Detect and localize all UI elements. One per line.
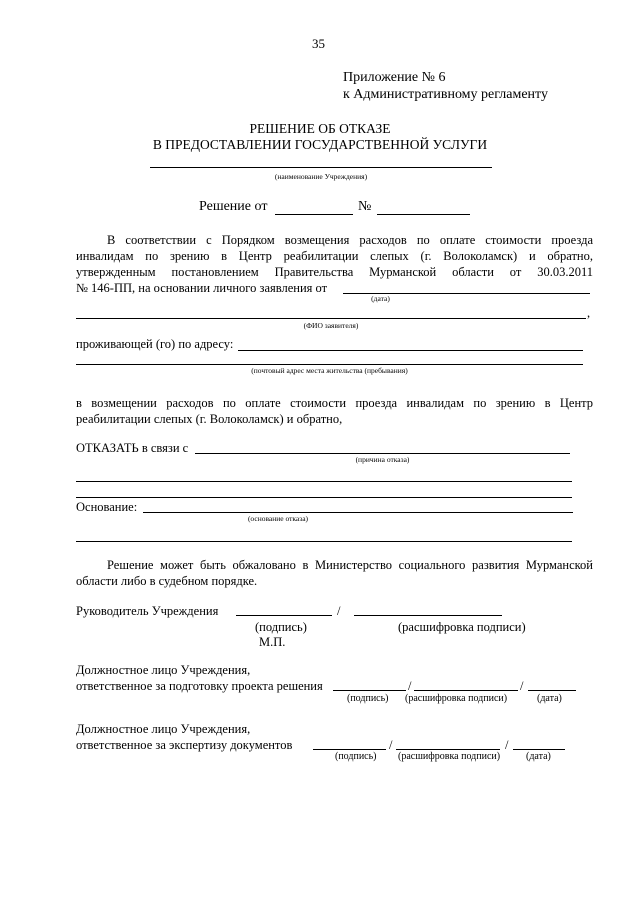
decision-number-line [377,214,470,215]
official1-transcript-line [414,690,518,691]
official2-slash-1: / [389,738,393,752]
application-date-hint: (дата) [371,294,390,303]
basis-hint: (основание отказа) [247,514,309,523]
official2-signature-hint: (подпись) [335,751,377,762]
institution-hint: (наименование Учреждения) [274,172,368,181]
official1-slash-2: / [520,679,524,693]
head-transcript-hint: (расшифровка подписи) [398,620,526,634]
title-line-2: В ПРЕДОСТАВЛЕНИИ ГОСУДАРСТВЕННОЙ УСЛУГИ [152,137,488,152]
official1-signature-hint: (подпись) [347,693,389,704]
official1-transcript-hint: (расшифровка подписи) [405,693,508,704]
official2-slash-2: / [505,738,509,752]
official2-line-1: Должностное лицо Учреждения, [76,722,251,736]
decision-date-line [275,214,353,215]
official1-slash-1: / [408,679,412,693]
basis-line-1 [143,512,573,513]
official1-date-line [528,690,576,691]
reason-line-2 [76,481,572,482]
appeal-line-1: Решение может быть обжаловано в Министерство социального развития Мурманской [107,558,593,572]
official2-date-hint: (дата) [526,751,551,762]
body-p1-line-2: инвалидам по зрению в Центр реабилитации слепых (г. Волоколамск) и обратно, [76,249,593,263]
address-line-1 [238,350,583,351]
body-p1-line-3: утвержденным постановлением Правительства Мурманской области от 30.03.2011 [76,265,593,279]
basis-line-2 [76,541,572,542]
title-line-1: РЕШЕНИЕ ОБ ОТКАЗЕ [249,121,391,136]
head-signature-hint: (подпись) [255,620,307,634]
official2-transcript-hint: (расшифровка подписи) [398,751,501,762]
institution-line [150,167,492,168]
official2-transcript-line [396,749,500,750]
refuse-label: ОТКАЗАТЬ в связи с [76,441,189,455]
head-label: Руководитель Учреждения [76,604,219,618]
official2-line-2: ответственное за экспертизу документов [76,738,293,752]
official1-signature-line [333,690,406,691]
address-hint: (почтовый адрес места жительства (пребывания) [251,366,408,375]
fio-hint: (ФИО заявителя) [303,321,359,330]
body-p2-line-1: в возмещении расходов по оплате стоимости проезда инвалидам по зрению в Центр [76,396,593,410]
appendix-line-2: к Административному регламенту [343,87,548,102]
decision-number-label: № [358,199,372,214]
reason-line-1 [195,453,570,454]
head-slash: / [337,604,341,618]
reason-line-3 [76,497,572,498]
official1-line-2: ответственное за подготовку проекта решения [76,679,323,693]
reason-hint: (причина отказа) [355,455,410,464]
body-p1-line-4: № 146-ПП, на основании личного заявления от [76,281,328,295]
basis-label: Основание: [76,500,138,514]
page-number: 35 [312,36,325,51]
fio-comma: , [587,306,591,320]
head-transcript-line [354,615,502,616]
address-label: проживающей (го) по адресу: [76,337,234,351]
appendix-line-1: Приложение № 6 [343,70,446,85]
official1-date-hint: (дата) [537,693,562,704]
head-signature-line [236,615,332,616]
official2-date-line [513,749,565,750]
body-p2-line-2: реабилитации слепых (г. Волоколамск) и обратно, [76,412,343,426]
official1-line-1: Должностное лицо Учреждения, [76,663,251,677]
official2-signature-line [313,749,386,750]
decision-from-label: Решение от [199,199,268,214]
fio-line [76,318,586,319]
appeal-line-2: области либо в судебном порядке. [76,574,258,588]
stamp-label: М.П. [259,635,286,649]
body-p1-line-1: В соответствии с Порядком возмещения расходов по оплате стоимости проезда [107,233,593,247]
address-line-2 [76,364,583,365]
